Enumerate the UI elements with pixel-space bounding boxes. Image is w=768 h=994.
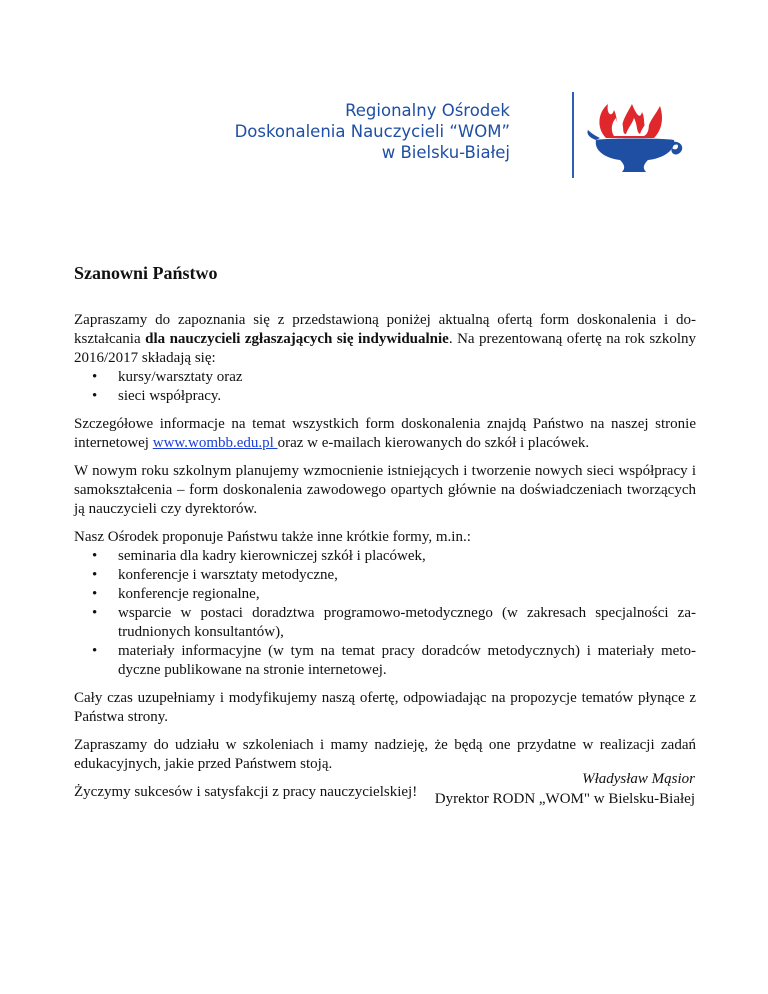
networks-paragraph: W nowym roku szkolnym planujemy wzmocnienie istniejących i tworzenie nowych sieci współpracy i samokształcenia – form doskonalenia zawodowego opartych głównie na doświadczeniach tworzących ją nauczycieli czy dyrektorów.: [74, 463, 696, 517]
greeting-heading: Szanowni Państwo: [74, 263, 218, 283]
details-text-after: oraz w e-mailach kierowanych do szkół i placówek.: [277, 435, 590, 451]
list-item: • sieci współpracy.: [74, 387, 696, 406]
details-text-before: Szczegółowe informacje na temat wszystkich form doskonalenia znajdą Państwo na naszej stronie internetowej: [74, 416, 696, 451]
offer-list: [74, 368, 696, 406]
logo-divider: [572, 92, 574, 178]
update-paragraph: Cały czas uzupełniamy i modyfikujemy naszą ofertę, odpowiadając na propozycje tematów płynące z Państwa strony.: [74, 690, 696, 725]
list-item: • seminaria dla kadry kierowniczej szkół i placówek,: [74, 547, 696, 566]
signature-name: Władysław Mąsior: [582, 771, 695, 787]
list-item: • konferencje regionalne,: [74, 585, 696, 604]
oil-lamp-flame-icon: [586, 98, 686, 178]
other-forms-intro: Nasz Ośrodek proponuje Państwu także inne krótkie formy, m.in.:: [74, 529, 471, 545]
website-link[interactable]: www.wombb.edu.pl: [152, 435, 278, 451]
intro-text-before: Zapraszamy do zapoznania się z przedstawioną poniżej aktualną ofertą form doskonalenia i dokształcania: [74, 312, 696, 347]
letter-body: [74, 311, 696, 811]
logo-line-1: Regionalny Ośrodek: [345, 101, 510, 120]
signature-block: [435, 769, 695, 809]
logo-line-2: Doskonalenia Nauczycieli “WOM”: [234, 122, 510, 141]
intro-text-bold: dla nauczycieli zgłaszających się indywidualnie: [145, 331, 449, 347]
other-forms-list: [74, 547, 696, 680]
details-paragraph: [74, 415, 696, 453]
intro-paragraph: [74, 311, 696, 368]
signature-title: Dyrektor RODN „WOM" w Bielsku-Białej: [434, 791, 695, 807]
logo-text: [235, 100, 510, 163]
invite-paragraph: Zapraszamy do udziału w szkoleniach i mamy nadzieję, że będą one przydatne w realizacji zadań edukacyjnych, jakie przed Państwem stoją.: [74, 737, 696, 772]
intro-text-after: . Na prezentowaną ofertę na rok szkolny 2016/2017 składają się:: [74, 331, 696, 366]
logo-line-3: w Bielsku-Białej: [381, 143, 510, 162]
closing-line: Życzymy sukcesów i satysfakcji z pracy nauczycielskiej!: [74, 784, 418, 800]
list-item: • wsparcie w postaci doradztwa programowo-metodycznego (w zakresach specjalności zatrudnionych konsultantów),: [74, 604, 696, 642]
header-logo: [234, 92, 698, 184]
list-item: • kursy/warsztaty oraz: [74, 368, 696, 387]
list-item: • konferencje i warsztaty metodyczne,: [74, 566, 696, 585]
list-item: • materiały informacyjne (w tym na temat pracy doradców metodycznych) i materiały metodyczne publikowane na stronie internetowej.: [74, 642, 696, 680]
